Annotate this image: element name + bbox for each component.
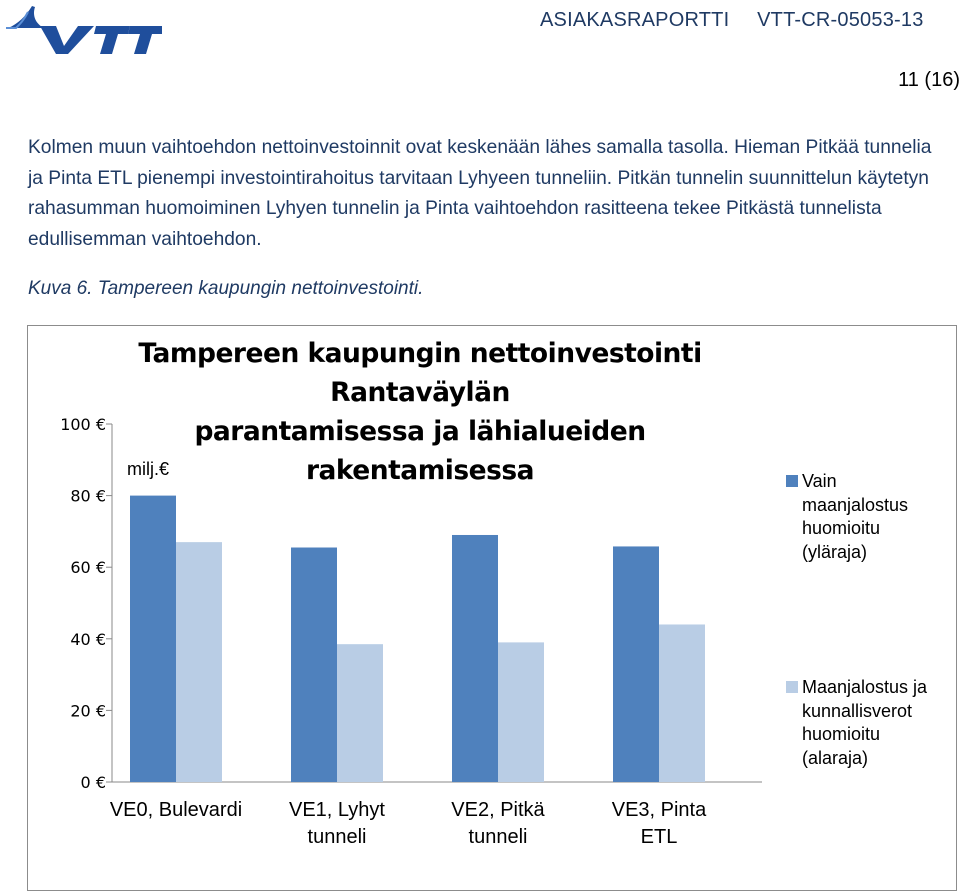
- bar-upper-bound: [613, 546, 659, 782]
- y-tick-label: 0 €: [80, 773, 106, 792]
- y-tick-label: 20 €: [70, 701, 106, 721]
- bar-lower-bound: [498, 642, 544, 782]
- bar-lower-bound: [176, 542, 222, 782]
- y-tick-label: 40 €: [70, 629, 106, 649]
- legend-label-line: kunnallisverot: [802, 700, 913, 721]
- chart-title-line-2: parantamisessa ja lähialueiden rakentamisessa: [194, 416, 646, 486]
- legend-label-line: (alaraja): [802, 747, 869, 768]
- bar-upper-bound: [291, 548, 337, 782]
- figure-caption: Kuva 6. Tampereen kaupungin nettoinvestointi.: [28, 278, 424, 299]
- y-tick-label: 100 €: [60, 415, 106, 434]
- bar-lower-bound: [659, 624, 705, 782]
- legend-swatch: [786, 475, 798, 487]
- bar-lower-bound: [337, 644, 383, 782]
- bar-upper-bound: [130, 496, 176, 782]
- body-paragraph: Kolmen muun vaihtoehdon nettoinvestoinnit ovat keskenään lähes samalla tasolla. Hieman Pitkää tunnelia ja Pinta ETL pienempi investointirahoitus tarvitaan Lyhyeen tunneliin. Pitkän tunnelin suunnittelun käytetyn rahasumman huomoiminen Lyhyen tunnelin ja Pinta vaihtoehdon rasitteena tekee Pitkästä tunnelista edullisemman vaihtoehdon.: [28, 137, 932, 250]
- category-label: tunneli: [468, 826, 528, 848]
- y-tick-label: 60 €: [70, 558, 106, 578]
- legend-label: [802, 470, 960, 564]
- legend-label: [802, 676, 960, 770]
- chart-title-line-1: Tampereen kaupungin nettoinvestointi Rantaväylän: [138, 338, 702, 408]
- category-label: ETL: [640, 826, 678, 848]
- legend-label-line: Vain: [802, 471, 837, 491]
- category-label: VE2, Pitkä: [451, 799, 545, 821]
- legend-label-line: huomioitu: [802, 724, 881, 744]
- y-tick-label: 80 €: [70, 486, 106, 506]
- report-type: ASIAKASRAPORTTI: [540, 9, 730, 31]
- report-code: VTT-CR-05053-13: [757, 9, 924, 31]
- page-number: 11 (16): [898, 69, 960, 91]
- category-label: VE3, Pinta: [611, 799, 707, 821]
- category-label: VE1, Lyhyt: [289, 799, 385, 821]
- category-label: VE0, Bulevardi: [109, 799, 243, 821]
- legend-label-line: (yläraja): [802, 541, 868, 562]
- legend-label-line: maanjalostus: [802, 494, 909, 515]
- legend-label-line: Maanjalostus ja: [802, 677, 928, 697]
- bar-upper-bound: [452, 535, 498, 782]
- legend-label-line: huomioitu: [802, 518, 881, 538]
- y-axis-unit-label: milj.€: [127, 459, 170, 479]
- legend-swatch: [786, 681, 798, 693]
- category-label: tunneli: [307, 826, 367, 848]
